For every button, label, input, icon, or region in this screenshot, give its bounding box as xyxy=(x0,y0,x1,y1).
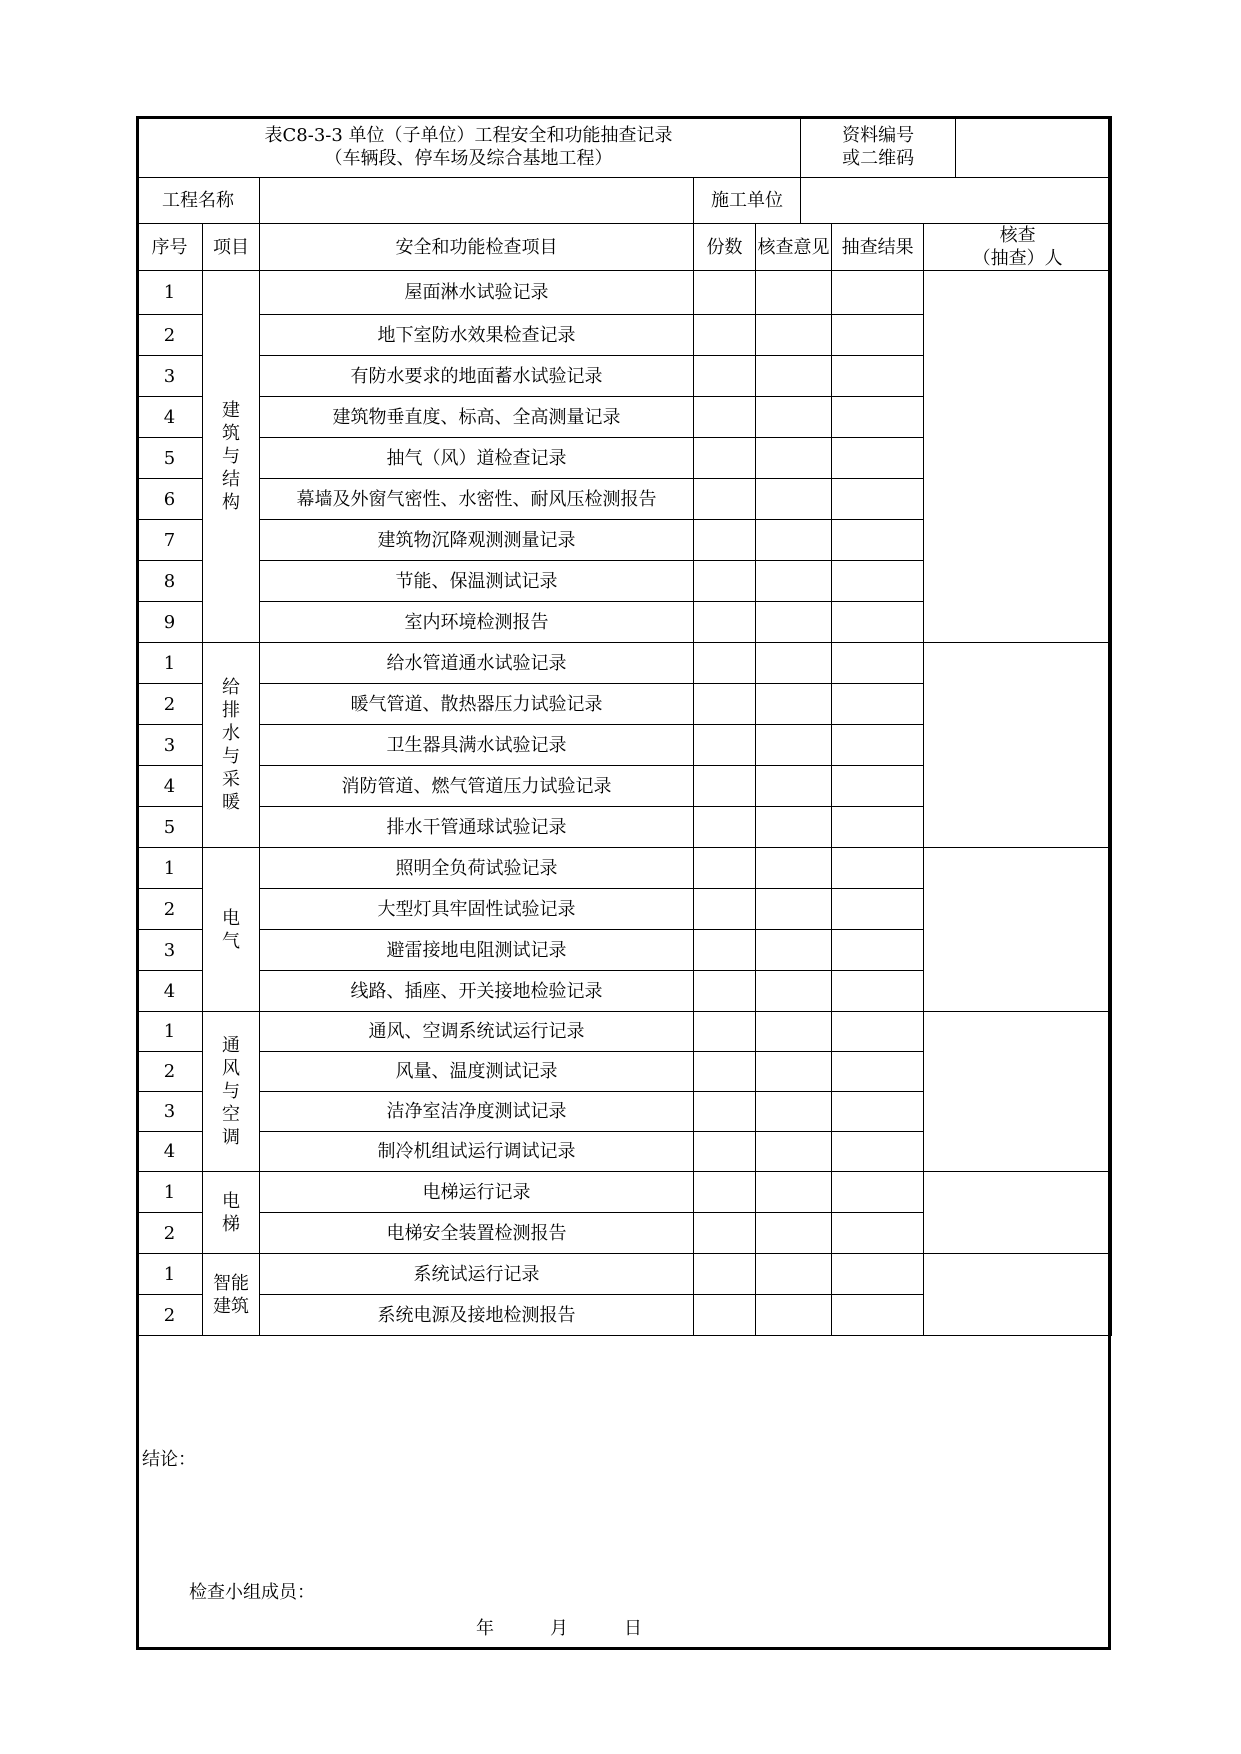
row-seq: 2 xyxy=(137,889,203,930)
col-header-checker-line1: 核查 xyxy=(999,225,1036,246)
check-item-label: 制冷机组试运行调试记录 xyxy=(260,1132,694,1172)
col-header-copies: 份数 xyxy=(694,224,756,271)
date-month-label: 月 xyxy=(550,1618,568,1639)
category-label: 智能建筑 xyxy=(213,1272,249,1317)
form-border xyxy=(136,116,1111,1650)
check-item-label: 风量、温度测试记录 xyxy=(260,1052,694,1092)
row-seq: 1 xyxy=(137,1254,203,1295)
row-seq: 8 xyxy=(137,561,203,602)
conclusion-label: 结论： xyxy=(142,1449,196,1470)
col-header-seq: 序号 xyxy=(137,224,203,271)
form-title-line1: 表C8-3-3 单位（子单位）工程安全和功能抽查记录 xyxy=(264,125,673,146)
form-title-line2: （车辆段、停车场及综合基地工程） xyxy=(324,148,613,169)
category-label: 电梯 xyxy=(222,1190,240,1235)
col-header-item: 安全和功能检查项目 xyxy=(260,224,694,271)
check-item-label: 节能、保温测试记录 xyxy=(260,561,694,602)
check-item-label: 有防水要求的地面蓄水试验记录 xyxy=(260,356,694,397)
row-seq: 5 xyxy=(137,807,203,848)
category-label: 电气 xyxy=(222,907,240,952)
row-seq: 3 xyxy=(137,356,203,397)
col-header-checker-line2: （抽查）人 xyxy=(972,248,1063,269)
date-year-label: 年 xyxy=(476,1618,494,1639)
row-seq: 5 xyxy=(137,438,203,479)
check-item-label: 避雷接地电阻测试记录 xyxy=(260,930,694,971)
row-seq: 2 xyxy=(137,1295,203,1336)
check-item-label: 电梯运行记录 xyxy=(260,1172,694,1213)
check-item-label: 室内环境检测报告 xyxy=(260,602,694,643)
category-label: 通风与空调 xyxy=(222,1035,240,1148)
check-item-label: 屋面淋水试验记录 xyxy=(260,271,694,315)
row-seq: 2 xyxy=(137,1052,203,1092)
row-seq: 4 xyxy=(137,397,203,438)
row-seq: 1 xyxy=(137,643,203,684)
check-item-label: 系统电源及接地检测报告 xyxy=(260,1295,694,1336)
category-label: 给排水与采暖 xyxy=(222,677,240,813)
row-seq: 7 xyxy=(137,520,203,561)
row-seq: 6 xyxy=(137,479,203,520)
category-label: 建筑与结构 xyxy=(222,400,240,513)
doc-number-label-line1: 资料编号 xyxy=(842,125,915,146)
row-seq: 2 xyxy=(137,684,203,725)
col-header-opinion: 核查意见 xyxy=(756,224,832,271)
check-item-label: 排水干管通球试验记录 xyxy=(260,807,694,848)
check-item-label: 抽气（风）道检查记录 xyxy=(260,438,694,479)
check-item-label: 系统试运行记录 xyxy=(260,1254,694,1295)
row-seq: 9 xyxy=(137,602,203,643)
check-item-label: 通风、空调系统试运行记录 xyxy=(260,1012,694,1052)
check-item-label: 大型灯具牢固性试验记录 xyxy=(260,889,694,930)
check-item-label: 消防管道、燃气管道压力试验记录 xyxy=(260,766,694,807)
check-item-label: 照明全负荷试验记录 xyxy=(260,848,694,889)
check-item-label: 地下室防水效果检查记录 xyxy=(260,315,694,356)
row-seq: 2 xyxy=(137,315,203,356)
date-day-label: 日 xyxy=(624,1618,642,1639)
row-seq: 1 xyxy=(137,848,203,889)
check-item-label: 洁净室洁净度测试记录 xyxy=(260,1092,694,1132)
check-item-label: 卫生器具满水试验记录 xyxy=(260,725,694,766)
row-seq: 1 xyxy=(137,271,203,315)
project-name-label: 工程名称 xyxy=(137,178,260,224)
check-item-label: 电梯安全装置检测报告 xyxy=(260,1213,694,1254)
col-header-result: 抽查结果 xyxy=(832,224,924,271)
check-item-label: 给水管道通水试验记录 xyxy=(260,643,694,684)
row-seq: 4 xyxy=(137,766,203,807)
row-seq: 4 xyxy=(137,971,203,1012)
row-seq: 2 xyxy=(137,1213,203,1254)
check-item-label: 建筑物沉降观测测量记录 xyxy=(260,520,694,561)
check-item-label: 幕墙及外窗气密性、水密性、耐风压检测报告 xyxy=(260,479,694,520)
check-item-label: 建筑物垂直度、标高、全高测量记录 xyxy=(260,397,694,438)
row-seq: 1 xyxy=(137,1172,203,1213)
row-seq: 1 xyxy=(137,1012,203,1052)
check-item-label: 暖气管道、散热器压力试验记录 xyxy=(260,684,694,725)
inspection-members-label: 检查小组成员： xyxy=(189,1582,315,1603)
row-seq: 3 xyxy=(137,1092,203,1132)
row-seq: 3 xyxy=(137,725,203,766)
col-header-category: 项目 xyxy=(203,224,260,271)
doc-number-label-line2: 或二维码 xyxy=(842,148,915,169)
row-seq: 3 xyxy=(137,930,203,971)
row-seq: 4 xyxy=(137,1132,203,1172)
check-item-label: 线路、插座、开关接地检验记录 xyxy=(260,971,694,1012)
contractor-label: 施工单位 xyxy=(694,178,801,224)
